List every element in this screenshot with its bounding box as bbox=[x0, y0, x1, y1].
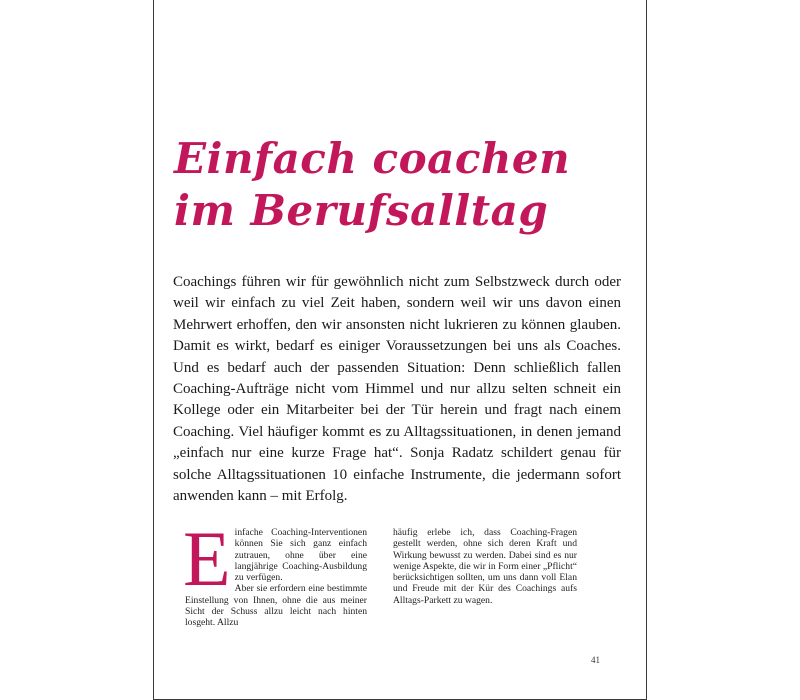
chapter-title-line-2: im Berufsalltag bbox=[174, 186, 549, 235]
body-column-left bbox=[183, 515, 367, 629]
book-page bbox=[153, 0, 647, 700]
body-column-right bbox=[393, 527, 577, 606]
chapter-title-line-1: Einfach coachen bbox=[174, 134, 571, 183]
chapter-title bbox=[174, 133, 634, 237]
intro-paragraph: Coachings führen wir für gewöhnlich nicht zum Selbstzweck durch oder weil wir einfach zu viel Zeit haben, sondern weil wir uns davon einen Mehrwert erhoffen, den wir ansonsten nicht lukrieren zu können glauben. Damit es wirkt, bedarf es einiger Voraussetzungen bei uns als Coaches. Und es bedarf auch der passenden Situation: Denn schließlich fallen Coaching-Aufträge nicht vom Himmel und nur allzu selten schneit ein Kollege oder ein Mitarbeiter bei der Tür herein und fragt nach einem Coaching. Viel häufiger kommt es zu Alltagssituationen, in denen jemand „einfach nur eine kurze Frage hat“. Sonja Radatz schildert genau für solche Alltagssituationen 10 einfache Instrumente, die jedermann sofort anwenden kann – mit Erfolg. bbox=[173, 274, 621, 505]
page-number: 41 bbox=[591, 655, 600, 665]
body-paragraph: infache Coaching-Interventionen können Sie sich ganz einfach zutrauen, ohne über eine langjährige Coaching-Ausbildung zu verfügen. bbox=[234, 527, 367, 584]
body-paragraph: häufig erlebe ich, dass Coaching-Fragen gestellt werden, ohne sich deren Kraft und Wirkung bewusst zu werden. Dabei sind es nur wenige Aspekte, die wir in Form einer „Pflicht“ berücksichtigen sollten, um uns dann voll Elan und Freude mit der Kür des Coachings aufs Alltags-Parkett zu wagen. bbox=[393, 527, 577, 606]
drop-cap: E bbox=[183, 515, 231, 602]
body-paragraph: Aber sie erfordern eine bestimmte Einstellung von Ihnen, ohne die aus meiner Sicht der Schuss allzu leicht nach hinten losgeht. Allzu bbox=[185, 583, 367, 629]
